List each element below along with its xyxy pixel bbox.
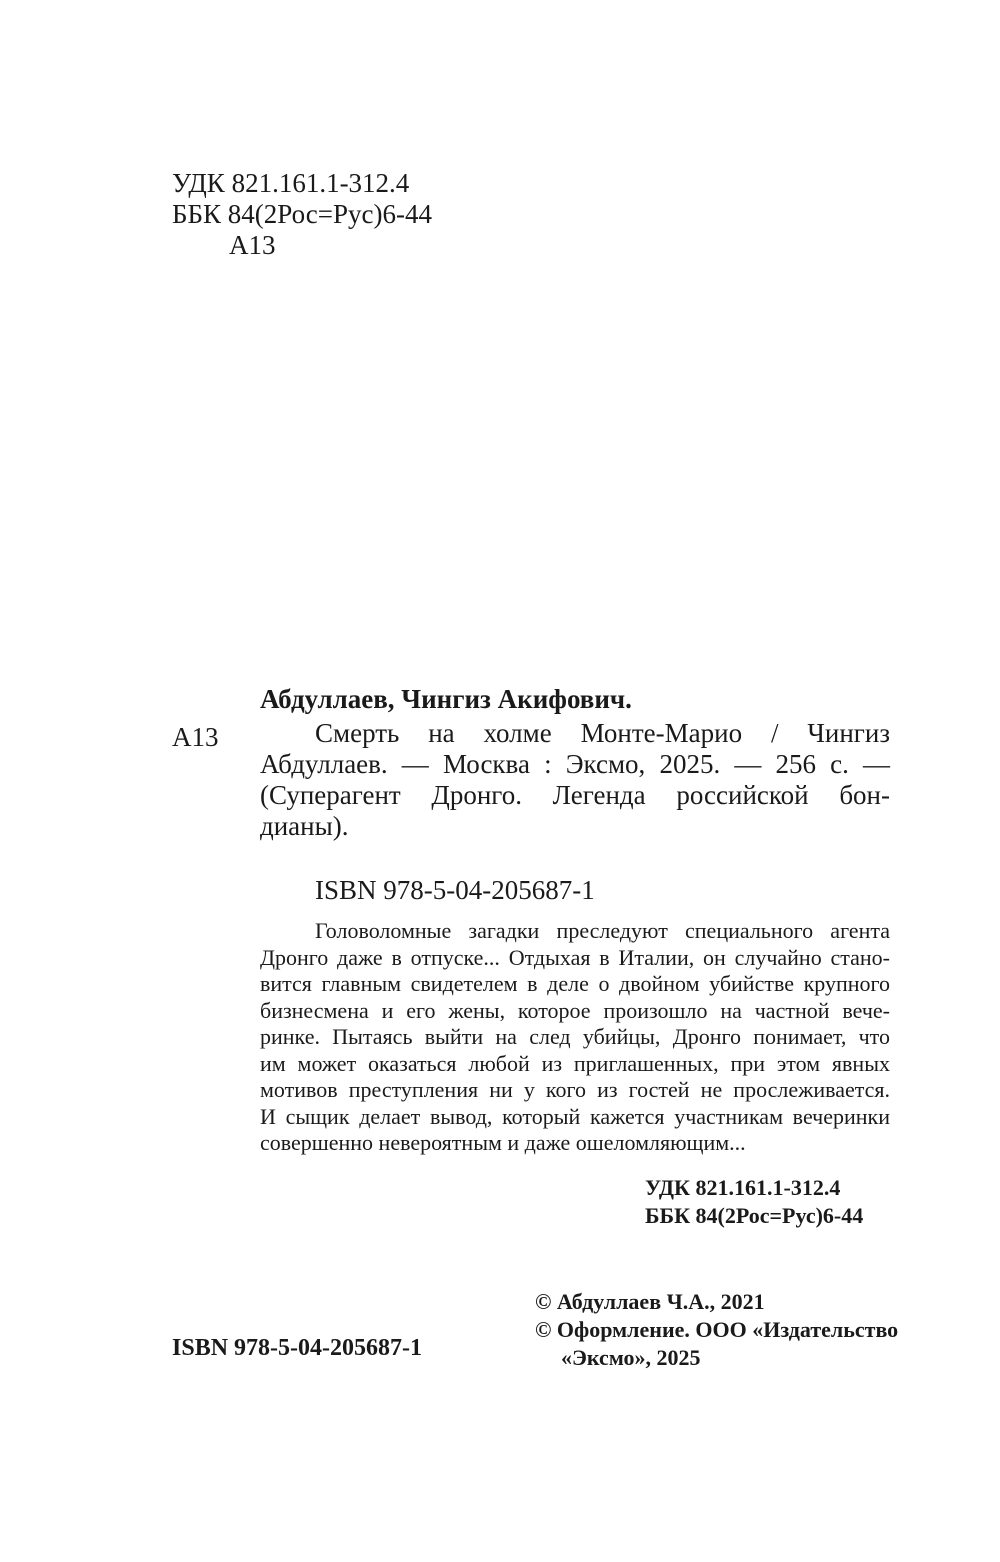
annotation-line: Головоломные загадки преследуют специального агента	[315, 918, 890, 943]
annotation-line: совершенно невероятным и даже ошеломляющим...	[260, 1130, 746, 1155]
card-bbk-code: ББК 84(2Рос=Рус)6-44	[645, 1203, 864, 1228]
annotation-line: Дронго даже в отпуске... Отдыхая в Италии, он случайно стано-	[260, 944, 890, 970]
annotation-line: мотивов преступления ни у кого из гостей не прослеживается.	[260, 1077, 890, 1102]
copyright-design-continued: «Эксмо», 2025	[561, 1345, 701, 1370]
annotation-line: им может оказаться любой из приглашенных, при этом явных	[260, 1050, 890, 1076]
annotation-paragraph	[260, 918, 890, 1157]
citation-line: Смерть на холме Монте-Марио / Чингиз	[315, 718, 890, 748]
card-isbn: ISBN 978-5-04-205687-1	[315, 875, 595, 905]
card-udk-code: УДК 821.161.1-312.4	[645, 1175, 841, 1200]
copyright-design: © Оформление. ООО «Издательство	[535, 1317, 899, 1342]
card-classification-codes	[645, 1174, 863, 1230]
header-bbk-code: ББК 84(2Рос=Рус)6-44	[172, 199, 432, 229]
citation-line: дианы).	[260, 811, 349, 841]
bibliographic-citation	[260, 718, 890, 842]
isbn-bold: ISBN 978-5-04-205687-1	[172, 1335, 422, 1361]
header-cutter-mark: А13	[229, 230, 276, 260]
header-classification-codes	[172, 168, 432, 261]
header-udk-code: УДК 821.161.1-312.4	[172, 168, 410, 198]
annotation-line: вится главным свидетелем в деле о двойном убийстве крупного	[260, 971, 890, 996]
card-cutter-mark: А13	[172, 722, 219, 752]
annotation-line: И сыщик делает вывод, который кажется участникам вечеринки	[260, 1103, 890, 1129]
copyright-block	[535, 1288, 898, 1372]
annotation-line: бизнесмена и его жены, которое произошло на частной вече-	[260, 997, 890, 1023]
copyright-author: © Абдуллаев Ч.А., 2021	[535, 1289, 765, 1314]
annotation-line: ринке. Пытаясь выйти на след убийцы, Дронго понимает, что	[260, 1024, 890, 1049]
citation-line: Абдуллаев. — Москва : Эксмо, 2025. — 256 с. —	[260, 749, 890, 779]
author-heading: Абдуллаев, Чингиз Акифович.	[260, 684, 632, 714]
citation-line: (Суперагент Дронго. Легенда российской бон-	[260, 780, 890, 810]
